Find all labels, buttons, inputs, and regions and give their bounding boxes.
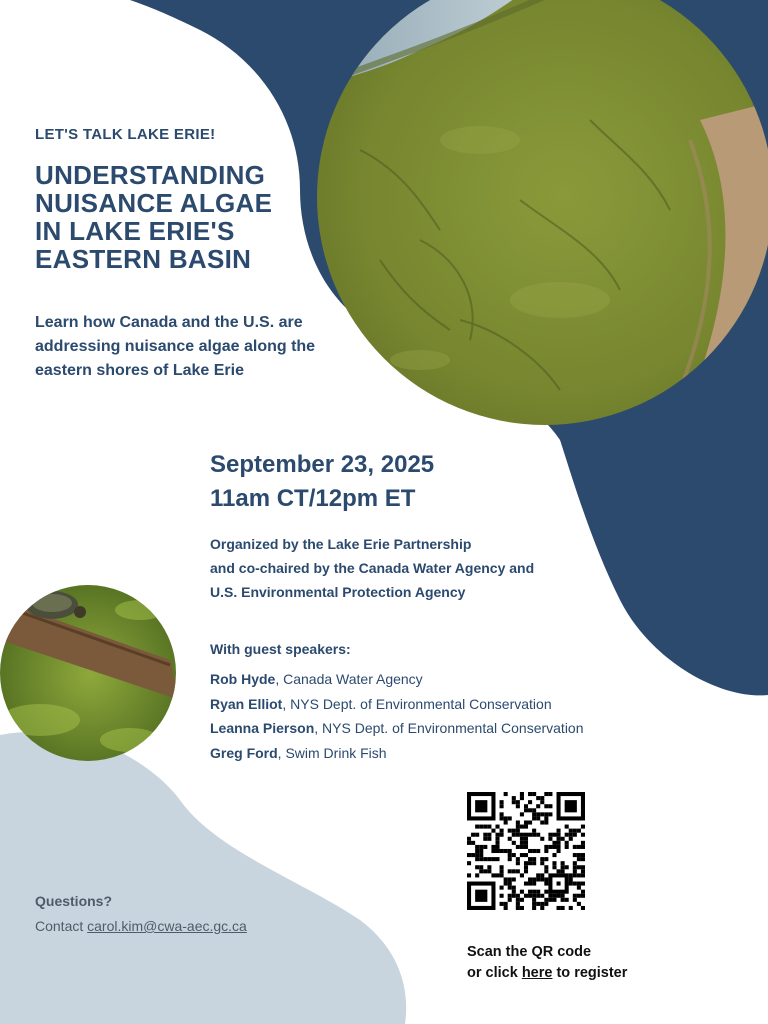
register-line	[467, 963, 727, 984]
speaker-item	[210, 692, 650, 717]
organizer-line: U.S. Environmental Protection Agency	[210, 584, 466, 600]
main-photo-algae-shoreline	[300, 0, 768, 430]
event-kicker: LET'S TALK LAKE ERIE!	[35, 126, 216, 143]
register-suffix: to register	[552, 965, 628, 981]
organizers-block	[210, 532, 630, 604]
speaker-name: Greg Ford	[210, 744, 278, 761]
organizer-line: Organized by the Lake Erie Partnership	[210, 536, 472, 552]
page-title	[35, 161, 305, 273]
qr-code[interactable]	[467, 792, 585, 910]
register-prefix: or click	[467, 965, 522, 981]
speaker-name: Rob Hyde	[210, 671, 276, 687]
speaker-item	[210, 741, 650, 766]
speaker-affiliation: , Canada Water Agency	[275, 671, 423, 687]
event-time: 11am CT/12pm ET	[210, 485, 416, 512]
title-line: EASTERN BASIN	[35, 244, 252, 274]
contact-email-link[interactable]: carol.kim@cwa-aec.gc.ca	[87, 918, 247, 934]
speaker-name: Leanna Pierson	[210, 720, 315, 736]
light-blob-shape	[0, 732, 406, 1024]
subtitle: Learn how Canada and the U.S. are addressing nuisance algae along the eastern shores of Lake Erie	[35, 314, 316, 379]
register-instructions	[467, 942, 727, 984]
title-line: UNDERSTANDING	[35, 160, 266, 190]
speakers-heading: With guest speakers:	[210, 641, 351, 657]
contact-prefix: Contact	[35, 918, 88, 934]
speaker-item	[210, 716, 650, 741]
organizer-line: and co-chaired by the Canada Water Agency and	[210, 560, 535, 576]
register-here-link[interactable]: here	[521, 965, 553, 981]
contact-line	[35, 918, 247, 934]
speaker-affiliation: , Swim Drink Fish	[277, 744, 387, 761]
speakers-list	[210, 667, 650, 765]
speaker-item	[210, 667, 650, 692]
questions-heading: Questions?	[35, 893, 113, 909]
title-line: IN LAKE ERIE'S	[35, 216, 235, 246]
scan-line: Scan the QR code	[467, 944, 592, 960]
speaker-affiliation: , NYS Dept. of Environmental Conservation	[314, 720, 584, 736]
event-date: September 23, 2025	[210, 451, 435, 478]
title-line: NUISANCE ALGAE	[35, 188, 273, 218]
speaker-name: Ryan Elliot	[210, 695, 283, 712]
speaker-affiliation: , NYS Dept. of Environmental Conservation	[282, 695, 552, 712]
